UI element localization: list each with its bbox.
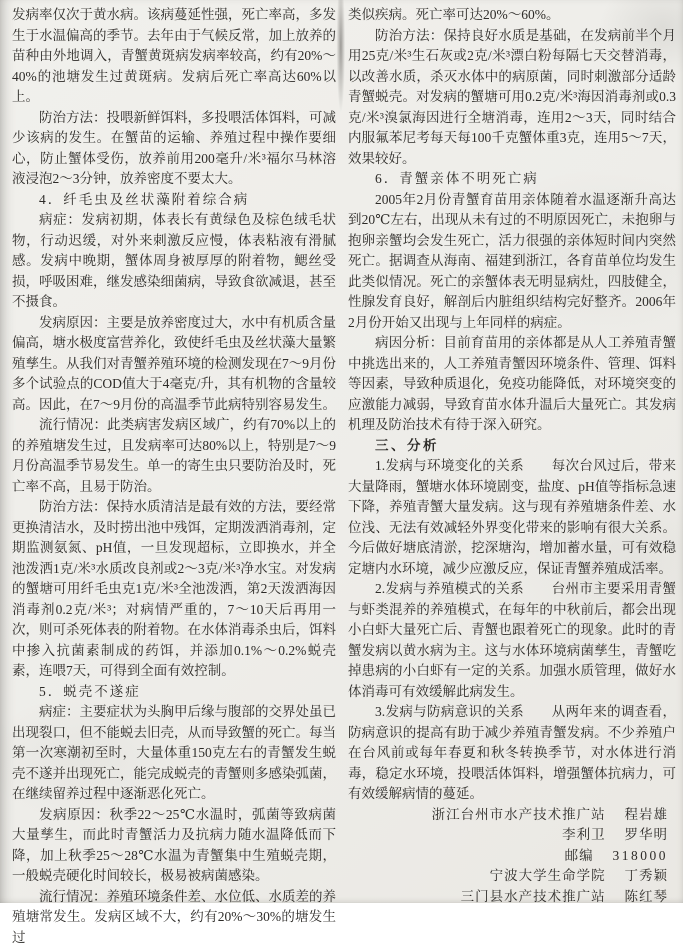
- author-line: [348, 846, 676, 867]
- body-paragraph: 3.发病与防病意识的关系 从两年来的调查看，防病意识的提高有助于减少养殖青蟹发病。不少养殖户在台风前或每年春夏和秋冬转换季节，对水体进行消毒，稳定水环境，投喂活体饵料，增强蟹体抗病力，可有效缓解病情的蔓延。: [348, 702, 676, 805]
- author-block: [348, 805, 676, 908]
- author-affiliation: 浙江台州市水产技术推广站: [432, 805, 606, 826]
- author-line: [348, 805, 676, 826]
- author-name: 罗华明: [625, 825, 669, 846]
- body-paragraph: 2.发病与养殖模式的关系 台州市主要采用青蟹与虾类混养的养殖模式，在每年的中秋前后，都会出现小白虾大量死亡后、青蟹也跟着死亡的现象。此时的青蟹发病以黄水病为主。这与水体环境病菌孳生，青蟹吃掉患病的小白虾有一定的关系。加强水质管理，做好水体消毒可有效缓解此病发生。: [348, 579, 676, 702]
- body-paragraph: 防治方法：保持良好水质是基础，在发病前半个月用25克/米³生石灰或2克/米³漂白粉每隔七天交替消毒，以改善水质，杀灭水体中的病原菌，同时刺激部分适龄青蟹蜕壳。对发病的蟹塘可用0.2克/米³海因消毒剂或0.3克/米³溴氯海因进行全塘消毒，连用2～3天，同时结合内服氟苯尼考每天每100千克蟹体重3克，连用5～7天，效果较好。: [348, 26, 676, 170]
- body-paragraph: 防治方法：保持水质清洁是最有效的方法，要经常更换清洁水，及时捞出池中残饵，定期泼洒消毒剂，定期监测氨氮、pH值，一旦发现超标，立即换水，并全池泼洒1克/米³水质改良剂或2～3克/米³净水宝。对发病的蟹塘可用纤毛虫克1克/米³全池泼洒，第2天泼洒海因消毒剂0.2克/米³；对病情严重的，7～10天后再用一次，则可杀死体表的附着物。在水体消毒杀虫后，饵料中掺入抗菌素制成的药饵，并添加0.1%～0.2%蜕壳素，连喂7天，可得到全面有效控制。: [12, 497, 336, 682]
- analysis-heading: 三、分析: [348, 436, 676, 457]
- body-paragraph: 2005年2月份青蟹育苗用亲体随着水温逐渐升高达到20℃左右，出现从未有过的不明原因死亡，未抱卵与抱卵亲蟹均会发生死亡，活力很强的亲体短时间内突然死亡。据调查从海南、福建到浙江，各育苗单位均发生此类似情况。死亡的亲蟹体表无明显病灶，四肢健全，性腺发育良好，解剖后内脏组织结构完好整齐。2006年2月份开始又出现与上年同样的病症。: [348, 190, 676, 334]
- body-paragraph: 流行情况：此类病害发病区域广，约有70%以上的的养殖塘发生过，且发病率可达80%以上，特别是7～9月份高温季节易发生。单一的寄生虫只要防治及时，死亡率不高，且易于防治。: [12, 415, 336, 497]
- body-paragraph: 防治方法：投喂新鲜饵料，多投喂活体饵料，可减少该病的发生。在蟹苗的运输、养殖过程中操作要细心，防止蟹体受伤，放养前用200毫升/米³福尔马林溶液浸泡2～3分钟，放养密度不要太大。: [12, 108, 336, 190]
- section-heading: 6．青蟹亲体不明死亡病: [348, 169, 676, 190]
- body-paragraph: 类似疾病。死亡率可达20%～60%。: [348, 5, 676, 26]
- body-paragraph: 1.发病与环境变化的关系 每次台风过后，带来大量降雨，蟹塘水体环境剧变，盐度、pH值等指标急速下降，养殖青蟹大量发病。这与现有养殖塘条件差、水位浅、无法有效减轻外界变化带来的影响有很大关系。今后做好塘底清淤，挖深塘沟，增加蓄水量，可有效稳定塘内水环境，减少应激反应，保证青蟹养殖成活率。: [348, 456, 676, 579]
- author-affiliation: 邮编: [565, 846, 594, 867]
- author-affiliation: 李利卫: [562, 825, 606, 846]
- author-name: 程岩雄: [625, 805, 669, 826]
- body-paragraph: 发病率仅次于黄水病。该病蔓延性强，死亡率高，多发生于水温偏高的季节。去年由于气候反常，加上放养的苗种由外地调入，青蟹黄斑病发病率较高，约有20%～40%的池塘发生过黄斑病。发病后死亡率高达60%以上。: [12, 5, 336, 108]
- body-paragraph: 病因分析：目前育苗用的亲体都是从人工养殖青蟹中挑选出来的，人工养殖青蟹因环境条件、管理、饵料等因素，导致种质退化，免疫功能降低，对环境突变的应激能力减弱，导致育苗水体升温后大量死亡。其发病机理及防治技术有待于深入研究。: [348, 333, 676, 436]
- author-line: [348, 866, 676, 887]
- body-paragraph: 病症：发病初期，体表长有黄绿色及棕色绒毛状物，行动迟缓，对外来刺激反应慢，体表粘液有滑腻感。发病中晚期，蟹体周身被厚厚的附着物，鳃丝受损，呼吸困难，继发感染细菌病，导致食欲减退，甚至不摄食。: [12, 210, 336, 313]
- author-line: [348, 887, 676, 908]
- author-name: 陈红琴: [625, 887, 669, 908]
- left-column: [12, 5, 336, 903]
- body-paragraph: 流行情况：养殖环境条件差、水位低、水质差的养殖塘常发生。发病区域不大，约有20%～30%的塘发生过: [12, 887, 336, 948]
- body-paragraph: 发病原因：秋季22～25℃水温时，弧菌等致病菌大量孳生，而此时青蟹活力及抗病力随水温降低而下降，加上秋季25～28℃水温为青蟹集中生殖蜕壳期，一般蜕壳硬化时间较长，极易被病菌感染。: [12, 805, 336, 887]
- author-name: 丁秀颖: [625, 866, 669, 887]
- author-affiliation: 宁波大学生命学院: [490, 866, 606, 887]
- author-affiliation: 三门县水产技术推广站: [461, 887, 606, 908]
- right-column: [348, 5, 676, 903]
- body-paragraph: 病症：主要症状为头胸甲后缘与腹部的交界处虽已出现裂口，但不能蜕去旧壳，从而导致蟹的死亡。每当第一次寒潮初至时，大量体重150克左右的青蟹发生蜕壳不遂并出现死亡，能完成蜕壳的青蟹则多感染弧菌，在继续留养过程中逐渐恶化死亡。: [12, 702, 336, 805]
- author-name: 318000: [613, 846, 669, 867]
- section-heading: 5．蜕壳不遂症: [12, 682, 336, 703]
- author-line: [348, 825, 676, 846]
- body-paragraph: 发病原因：主要是放养密度过大，水中有机质含量偏高，塘水极度富营养化，致使纤毛虫及丝状藻大量繁殖孳生。从我们对青蟹养殖环境的检测发现在7～9月份多个试验点的COD值大于4毫克/升，其有机物的含量较高。因此，在7～9月份的高温季节此病特别容易发生。: [12, 313, 336, 416]
- section-heading: 4．纤毛虫及丝状藻附着综合病: [12, 190, 336, 211]
